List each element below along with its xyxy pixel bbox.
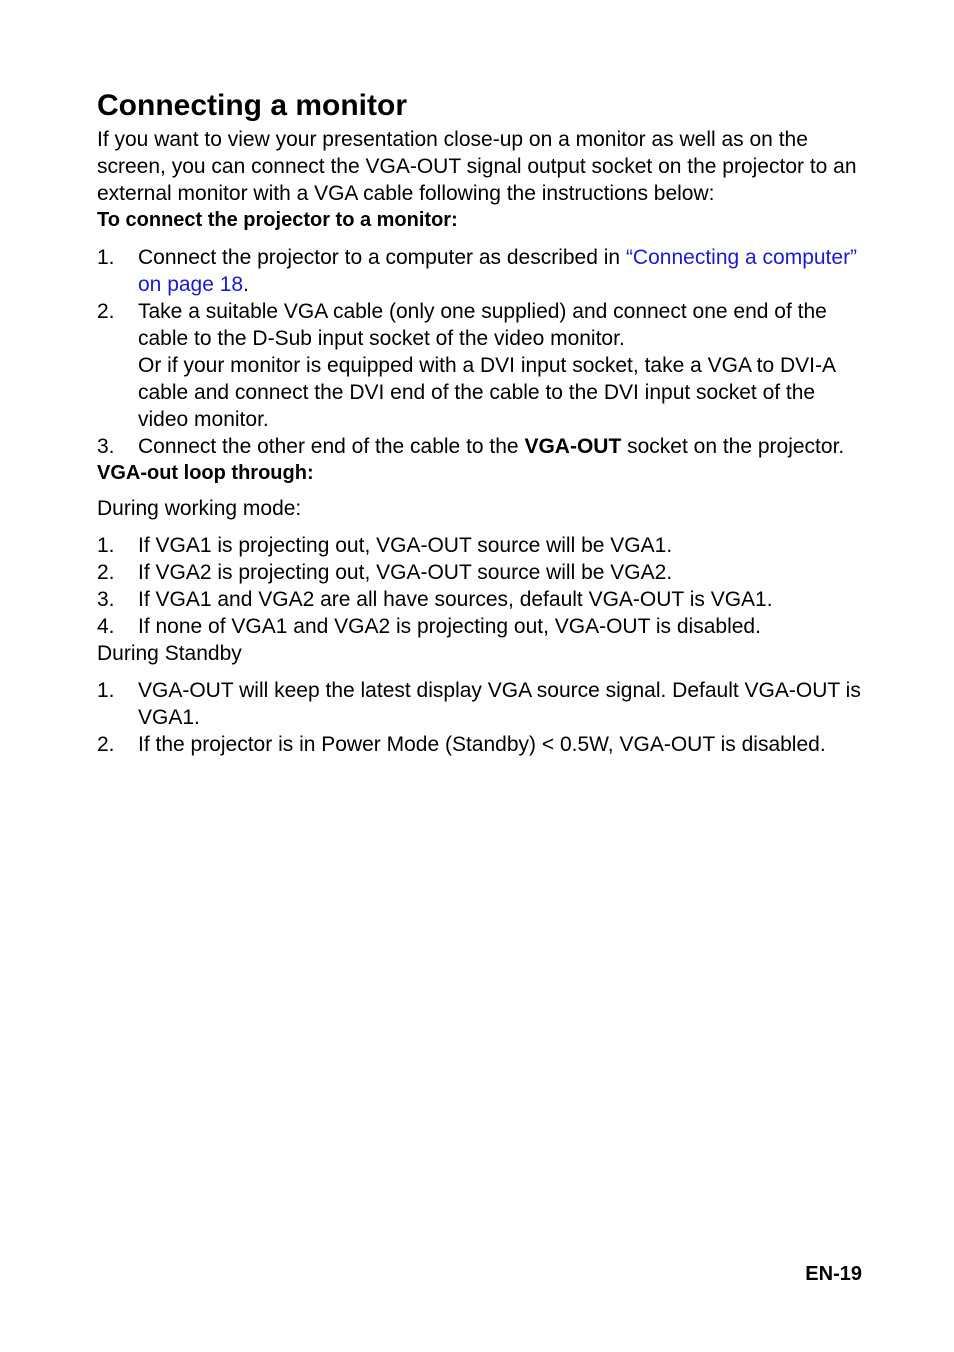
- step-text: If the projector is in Power Mode (Standby) < 0.5W, VGA-OUT is disabled.: [138, 733, 826, 756]
- list-item: [97, 677, 862, 731]
- step-text-alt: Or if your monitor is equipped with a DVI input socket, take a VGA to DVI-A cable and connect the DVI end of the cable to the DVI input socket of the video monitor.: [138, 354, 835, 431]
- step-number: 1.: [97, 679, 115, 702]
- loop-heading: VGA-out loop through:: [97, 462, 314, 484]
- page-title: Connecting a monitor: [97, 89, 407, 122]
- step-text: VGA-OUT will keep the latest display VGA source signal. Default VGA-OUT is VGA1.: [138, 679, 861, 729]
- list-item: [97, 613, 862, 640]
- working-mode-label: During working mode:: [97, 497, 302, 520]
- cross-reference-link[interactable]: “Connecting a computer” on page 18: [138, 246, 858, 296]
- intro-paragraph: If you want to view your presentation close-up on a monitor as well as on the screen, you can connect the VGA-OUT signal output socket on the projector to an external monitor with a VGA cable following the instructions below:: [97, 128, 857, 205]
- step-text: If VGA1 is projecting out, VGA-OUT source will be VGA1.: [138, 534, 673, 557]
- standby-steps-list: [97, 677, 862, 758]
- step-number: 3.: [97, 588, 115, 611]
- step-text: If VGA2 is projecting out, VGA-OUT source will be VGA2.: [138, 561, 673, 584]
- page-content: [97, 86, 862, 758]
- step-number: 1.: [97, 534, 115, 557]
- list-item: [97, 433, 862, 460]
- list-item: [97, 532, 862, 559]
- step-number: 3.: [97, 435, 115, 458]
- step-text-end: .: [243, 273, 249, 296]
- list-item: [97, 586, 862, 613]
- step-text-end: socket on the projector.: [621, 435, 845, 458]
- working-steps-list: [97, 532, 862, 640]
- page-number: EN-19: [805, 1263, 862, 1285]
- step-number: 2.: [97, 300, 115, 323]
- connect-heading: To connect the projector to a monitor:: [97, 209, 458, 231]
- list-item: [97, 731, 862, 758]
- step-text: If none of VGA1 and VGA2 is projecting out, VGA-OUT is disabled.: [138, 615, 761, 638]
- step-text: Take a suitable VGA cable (only one supplied) and connect one end of the cable to the D-Sub input socket of the video monitor.: [138, 300, 827, 350]
- list-item: [97, 559, 862, 586]
- standby-label: During Standby: [97, 642, 242, 665]
- step-number: 2.: [97, 561, 115, 584]
- step-text: Connect the other end of the cable to the: [138, 435, 525, 458]
- connect-steps-list: [97, 244, 862, 460]
- list-item: [97, 298, 862, 433]
- list-item: [97, 244, 862, 298]
- step-number: 1.: [97, 246, 115, 269]
- step-text: Connect the projector to a computer as described in: [138, 246, 626, 269]
- vga-out-label: VGA-OUT: [524, 435, 622, 458]
- step-number: 4.: [97, 615, 115, 638]
- step-number: 2.: [97, 733, 115, 756]
- step-text: If VGA1 and VGA2 are all have sources, default VGA-OUT is VGA1.: [138, 588, 773, 611]
